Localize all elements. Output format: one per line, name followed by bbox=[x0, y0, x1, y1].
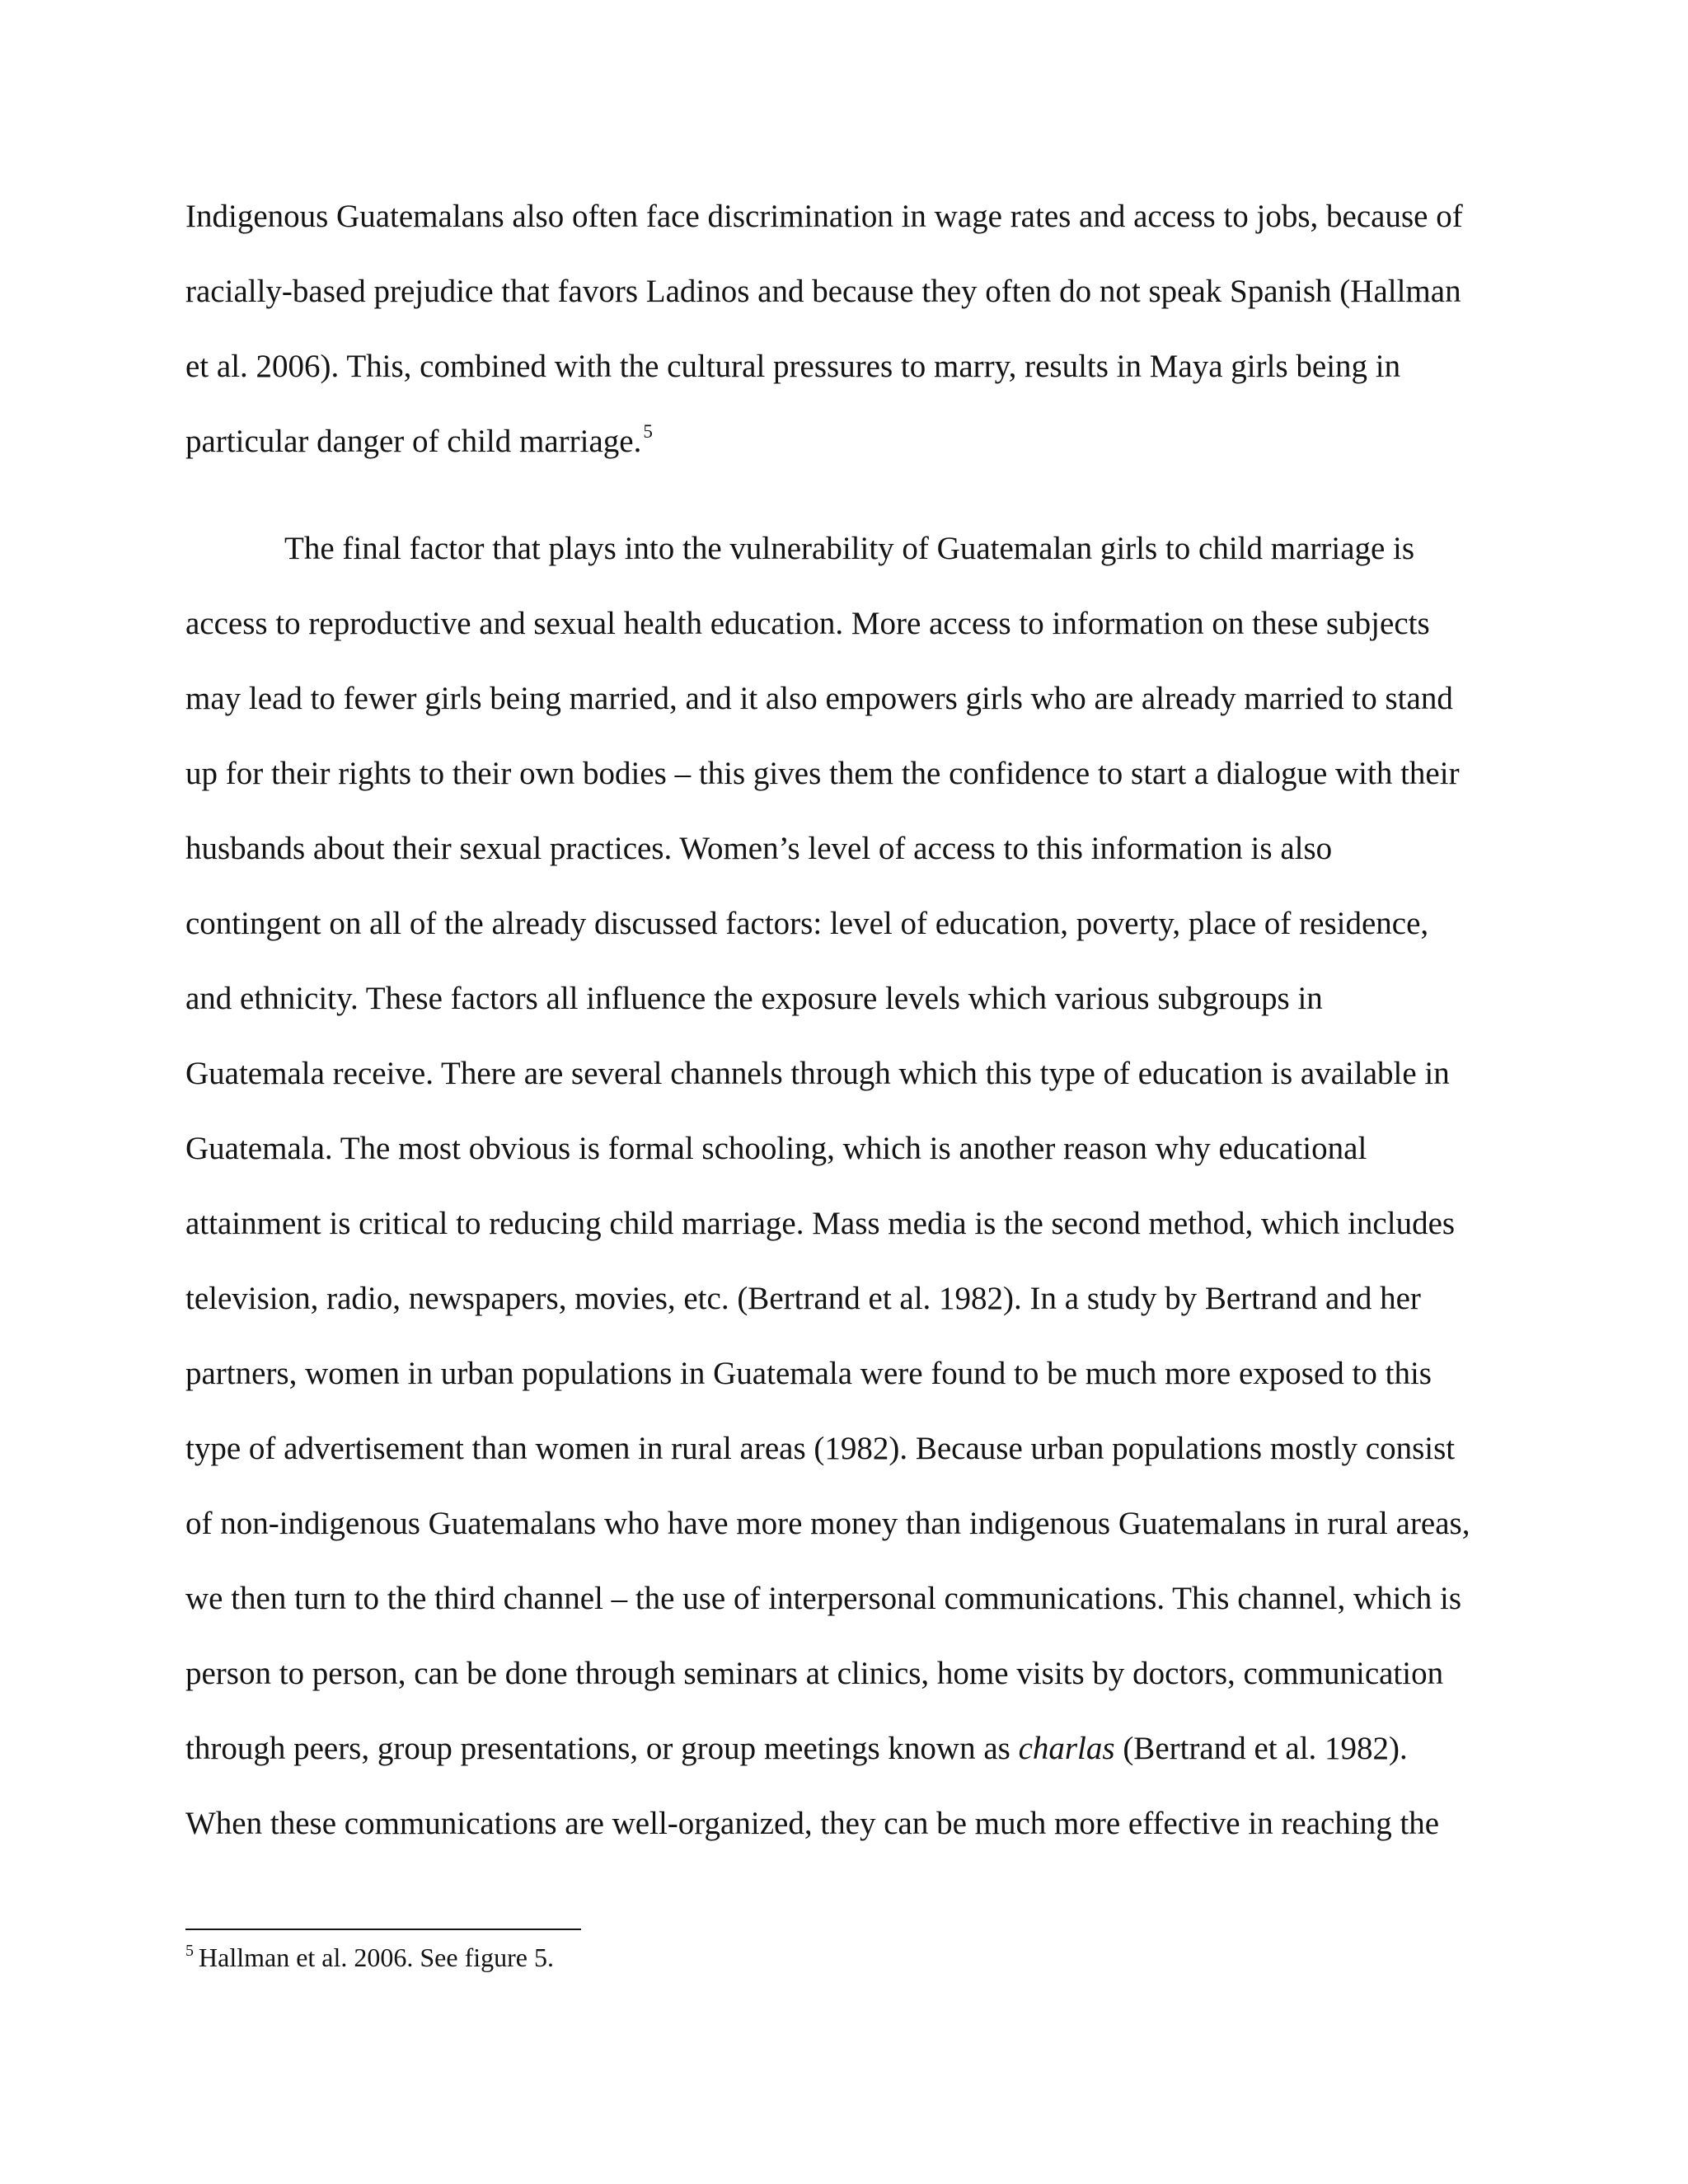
footnote bbox=[185, 1941, 554, 1974]
paragraph-1-line-2: racially-based prejudice that favors Ladinos and because they often do not speak Spanish (Hallman bbox=[185, 274, 1461, 309]
paragraph-2-line-9: Guatemala. The most obvious is formal schooling, which is another reason why educational bbox=[185, 1131, 1367, 1166]
line-17-text-after: (Bertrand et al. 1982). bbox=[1114, 1731, 1408, 1766]
paragraph-1-line-4-text: particular danger of child marriage. bbox=[185, 424, 642, 459]
paragraph-2-line-15: we then turn to the third channel – the use of interpersonal communications. This channel, which is bbox=[185, 1581, 1462, 1616]
footnote-reference: 5 bbox=[643, 421, 653, 442]
paragraph-2-line-17 bbox=[185, 1730, 1408, 1768]
paragraph-2-line-18: When these communications are well-organized, they can be much more effective in reaching the bbox=[185, 1806, 1440, 1841]
paragraph-2-line-1: The final factor that plays into the vulnerability of Guatemalan girls to child marriage is bbox=[284, 531, 1415, 566]
paragraph-2-line-16: person to person, can be done through seminars at clinics, home visits by doctors, communication bbox=[185, 1656, 1444, 1691]
italic-term-charlas: charlas bbox=[1018, 1731, 1115, 1766]
paragraph-1-line-1: Indigenous Guatemalans also often face discrimination in wage rates and access to jobs, because of bbox=[185, 199, 1463, 234]
paragraph-2-line-10: attainment is critical to reducing child marriage. Mass media is the second method, which includes bbox=[185, 1206, 1456, 1241]
paragraph-2-line-14: of non-indigenous Guatemalans who have more money than indigenous Guatemalans in rural areas, bbox=[185, 1506, 1470, 1541]
paragraph-2-line-4: up for their rights to their own bodies – this gives them the confidence to start a dialogue with their bbox=[185, 756, 1460, 791]
paragraph-2-line-8: Guatemala receive. There are several channels through which this type of education is available in bbox=[185, 1056, 1450, 1091]
paragraph-2-line-2: access to reproductive and sexual health education. More access to information on these subjects bbox=[185, 606, 1430, 641]
paragraph-2-line-13: type of advertisement than women in rural areas (1982). Because urban populations mostly consist bbox=[185, 1431, 1456, 1466]
paragraph-2-line-3: may lead to fewer girls being married, and it also empowers girls who are already married to stand bbox=[185, 681, 1453, 716]
paragraph-2-line-5: husbands about their sexual practices. Women’s level of access to this information is also bbox=[185, 831, 1333, 866]
footnote-text: Hallman et al. 2006. See figure 5. bbox=[199, 1943, 554, 1972]
paragraph-1-line-4 bbox=[185, 423, 653, 461]
paragraph-1-line-3: et al. 2006). This, combined with the cultural pressures to marry, results in Maya girls being in bbox=[185, 349, 1401, 384]
footnote-number: 5 bbox=[185, 1942, 194, 1960]
paragraph-2-line-11: television, radio, newspapers, movies, etc. (Bertrand et al. 1982). In a study by Bertrand and her bbox=[185, 1281, 1421, 1316]
line-17-text-before: through peers, group presentations, or group meetings known as bbox=[185, 1731, 1019, 1766]
footnote-separator bbox=[185, 1929, 581, 1930]
paragraph-2-line-12: partners, women in urban populations in Guatemala were found to be much more exposed to this bbox=[185, 1356, 1432, 1391]
paragraph-2-line-7: and ethnicity. These factors all influence the exposure levels which various subgroups in bbox=[185, 981, 1323, 1016]
paragraph-2-line-6: contingent on all of the already discussed factors: level of education, poverty, place of residence, bbox=[185, 906, 1429, 941]
